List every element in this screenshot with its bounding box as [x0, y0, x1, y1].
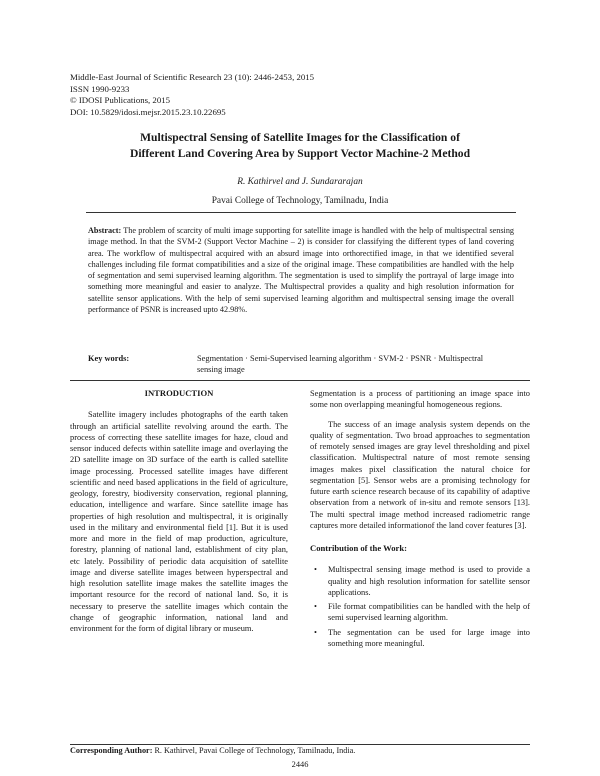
- keywords-text: Segmentation · Semi-Supervised learning algorithm · SVM-2 · PSNR · Multispectral sensing image: [197, 354, 484, 375]
- abstract: [88, 225, 514, 315]
- list-item: • The segmentation can be used for large image into something more meaningful.: [314, 627, 530, 648]
- section-divider: [70, 380, 530, 381]
- journal-citation: Middle-East Journal of Scientific Research 23 (10): 2446-2453, 2015: [70, 72, 315, 82]
- abstract-label: Abstract:: [88, 226, 122, 235]
- publisher: © IDOSI Publications, 2015: [70, 95, 171, 106]
- bullet-icon: •: [314, 602, 317, 611]
- affiliation: Pavai College of Technology, Tamilnadu, India: [211, 196, 389, 206]
- footer-label: Corresponding Author:: [70, 746, 153, 755]
- footer-rule: [70, 744, 530, 745]
- bullet-icon: •: [314, 627, 317, 637]
- title-line-1: Multispectral Sensing of Satellite Images for the Classification of: [140, 131, 460, 144]
- list-item: • File format compatibilities can be handled with the help of semi supervised learning algorithm.: [314, 602, 530, 623]
- intro-paragraph: Satellite imagery includes photographs of the earth taken through an artificial satellite revolving around the earth. The process of correcting these satellite images for haze, cloud and sensor induced defects within satellite image and overlaying the 2D satellite image on 3D surface of the earth is called satellite image processing. Processed satellite images have different scientific and need based applications in the field of agriculture, geology, forestry, biodiversity conservation, regional planning, education, intelligence and warfare. Since satellite image has properties of high resolution and multispectral, it is originally used in the military and environmental field [1]. But it is used more and more in the field of map production, agriculture, forestry, planning of national land, establishment of city plan, etc lately. Possibility of periodic data acquisition of satellite image and diverse satellite images between hyperspectral and high resolution satellite image makes the satellite images the important resource for the record of national land. So, it is necessary to preserve the satellite images which contain the change of geographic information, national land and environment for the form of digital library or museum.: [70, 410, 288, 633]
- title-line-2: Different Land Covering Area by Support Vector Machine-2 Method: [129, 146, 471, 160]
- keywords-label: Key words:: [88, 354, 130, 363]
- issn: ISSN 1990-9233: [70, 83, 130, 94]
- intro-heading: INTRODUCTION: [144, 388, 214, 398]
- contribution-heading: Contribution of the Work:: [310, 543, 408, 553]
- footer-text: R. Kathirvel, Pavai College of Technology, Tamilnadu, India.: [154, 746, 356, 755]
- corresponding-author: [70, 746, 355, 755]
- abstract-text: The problem of scarcity of multi image supporting for satellite image is handled with the help of multispectral sensing image method. In that the SVM-2 (Support Vector Machine – 2) is consider for classifying the different types of land covering area. The workflow of multispectral acquired with an absurd image into orthorectified image, in that we identified several challenges including file format compatibilities and a size of the original image. These compatibilities are handled with the help of segmentation and semi supervised learning algorithm. The segmentation is used to simplify the portrayal of large image into something more meaningful and easier to analyze. The Multispectral provides a quality and high resolution information for satellite sensor applications. With the help of semi supervised learning algorithm and multispectral sensing image the overall performance of PSNR is increased upto 42.98%.: [88, 226, 515, 315]
- abstract-rule: [86, 212, 516, 213]
- segmentation-paragraph: Segmentation is a process of partitioning an image space into some non overlapping meaningful homogeneous regions.: [310, 389, 530, 410]
- contribution-list: [310, 564, 530, 649]
- journal-header: [70, 72, 314, 118]
- page-number: 2446: [291, 760, 309, 769]
- bullet-icon: •: [314, 565, 317, 575]
- analysis-paragraph: The success of an image analysis system depends on the quality of segmentation. Two broad approaches to segmentation of remotely sensed images are gray level thresholding and pixel classification. Multispectral nature of most remote sensing images makes pixel classification the natural choice for segmentation [5]. Sensor webs are a promising technology for future earth science research because of its capability of adaptive observation from a network of in-situ and remote sensors [13]. The multi spectral image method increased radiometric range captures more detailed informationof the land cover features [3].: [310, 419, 530, 530]
- left-column: [70, 388, 288, 634]
- doi: DOI: 10.5829/idosi.mejsr.2015.23.10.22695: [70, 106, 226, 117]
- list-item: • Multispectral sensing image method is used to provide a quality and high resolution information for satellite sensor applications.: [314, 565, 530, 597]
- right-column: [310, 388, 530, 652]
- paper-title: [70, 130, 530, 161]
- keywords: [88, 353, 514, 376]
- authors: R. Kathirvel and J. Sundararajan: [237, 177, 363, 187]
